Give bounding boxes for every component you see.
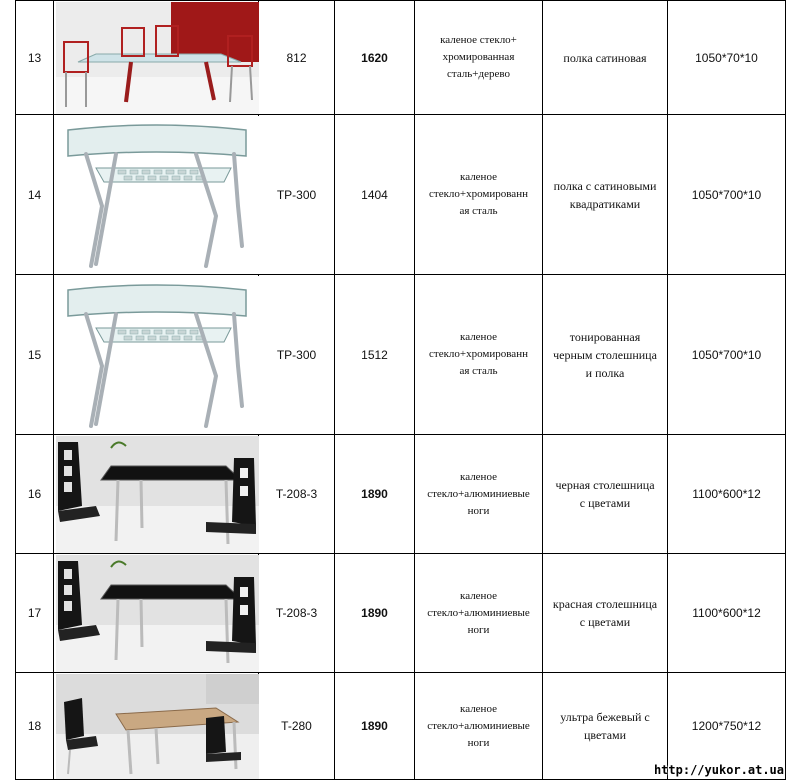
price: 1890	[335, 673, 415, 780]
model-code: 812	[259, 1, 335, 115]
black-table-black-chairs-photo	[56, 436, 259, 553]
material: каленое стекло+хромированн ая сталь	[415, 115, 543, 275]
material: каленое стекло+хромированн ая сталь	[415, 275, 543, 435]
table-row	[16, 435, 786, 554]
model-code: T-208-3	[259, 554, 335, 673]
model-code: T-280	[259, 673, 335, 780]
row-number: 16	[16, 435, 54, 554]
price: 1512	[335, 275, 415, 435]
price: 1620	[335, 1, 415, 115]
dimensions: 1200*750*12	[668, 673, 786, 780]
product-photo-cell	[54, 115, 259, 275]
material: каленое стекло+алюминиевые ноги	[415, 554, 543, 673]
beige-table-black-chairs-photo	[56, 674, 259, 779]
price: 1890	[335, 554, 415, 673]
glass-table-red-chairs-photo	[56, 2, 259, 114]
model-code: TP-300	[259, 115, 335, 275]
row-number: 17	[16, 554, 54, 673]
product-photo-cell	[54, 673, 259, 780]
dimensions: 1100*600*12	[668, 554, 786, 673]
material: каленое стекло+ хромированная сталь+дерево	[415, 1, 543, 115]
dimensions: 1050*700*10	[668, 275, 786, 435]
model-code: TP-300	[259, 275, 335, 435]
row-number: 13	[16, 1, 54, 115]
table-row	[16, 1, 786, 115]
dimensions: 1050*70*10	[668, 1, 786, 115]
product-photo-cell	[54, 554, 259, 673]
row-number: 18	[16, 673, 54, 780]
dimensions: 1050*700*10	[668, 115, 786, 275]
row-number: 15	[16, 275, 54, 435]
feature: тонированная черным столешница и полка	[543, 275, 668, 435]
glass-table-grid-shelf-photo	[56, 276, 259, 434]
product-photo-cell	[54, 435, 259, 554]
product-photo-cell	[54, 275, 259, 435]
glass-table-grid-shelf-photo	[56, 116, 259, 274]
price: 1404	[335, 115, 415, 275]
feature: красная столешница с цветами	[543, 554, 668, 673]
feature: черная столешница с цветами	[543, 435, 668, 554]
table-row	[16, 554, 786, 673]
product-photo-cell	[54, 1, 259, 115]
material: каленое стекло+алюминиевые ноги	[415, 673, 543, 780]
feature: полка с сатиновыми квадратиками	[543, 115, 668, 275]
row-number: 14	[16, 115, 54, 275]
price: 1890	[335, 435, 415, 554]
feature: полка сатиновая	[543, 1, 668, 115]
feature: ультра бежевый с цветами	[543, 673, 668, 780]
table-row	[16, 275, 786, 435]
model-code: T-208-3	[259, 435, 335, 554]
watermark: http://yukor.at.ua	[653, 763, 784, 777]
dimensions: 1100*600*12	[668, 435, 786, 554]
material: каленое стекло+алюминиевые ноги	[415, 435, 543, 554]
table-row	[16, 115, 786, 275]
catalog-table	[15, 0, 786, 780]
black-table-black-chairs-photo	[56, 555, 259, 672]
